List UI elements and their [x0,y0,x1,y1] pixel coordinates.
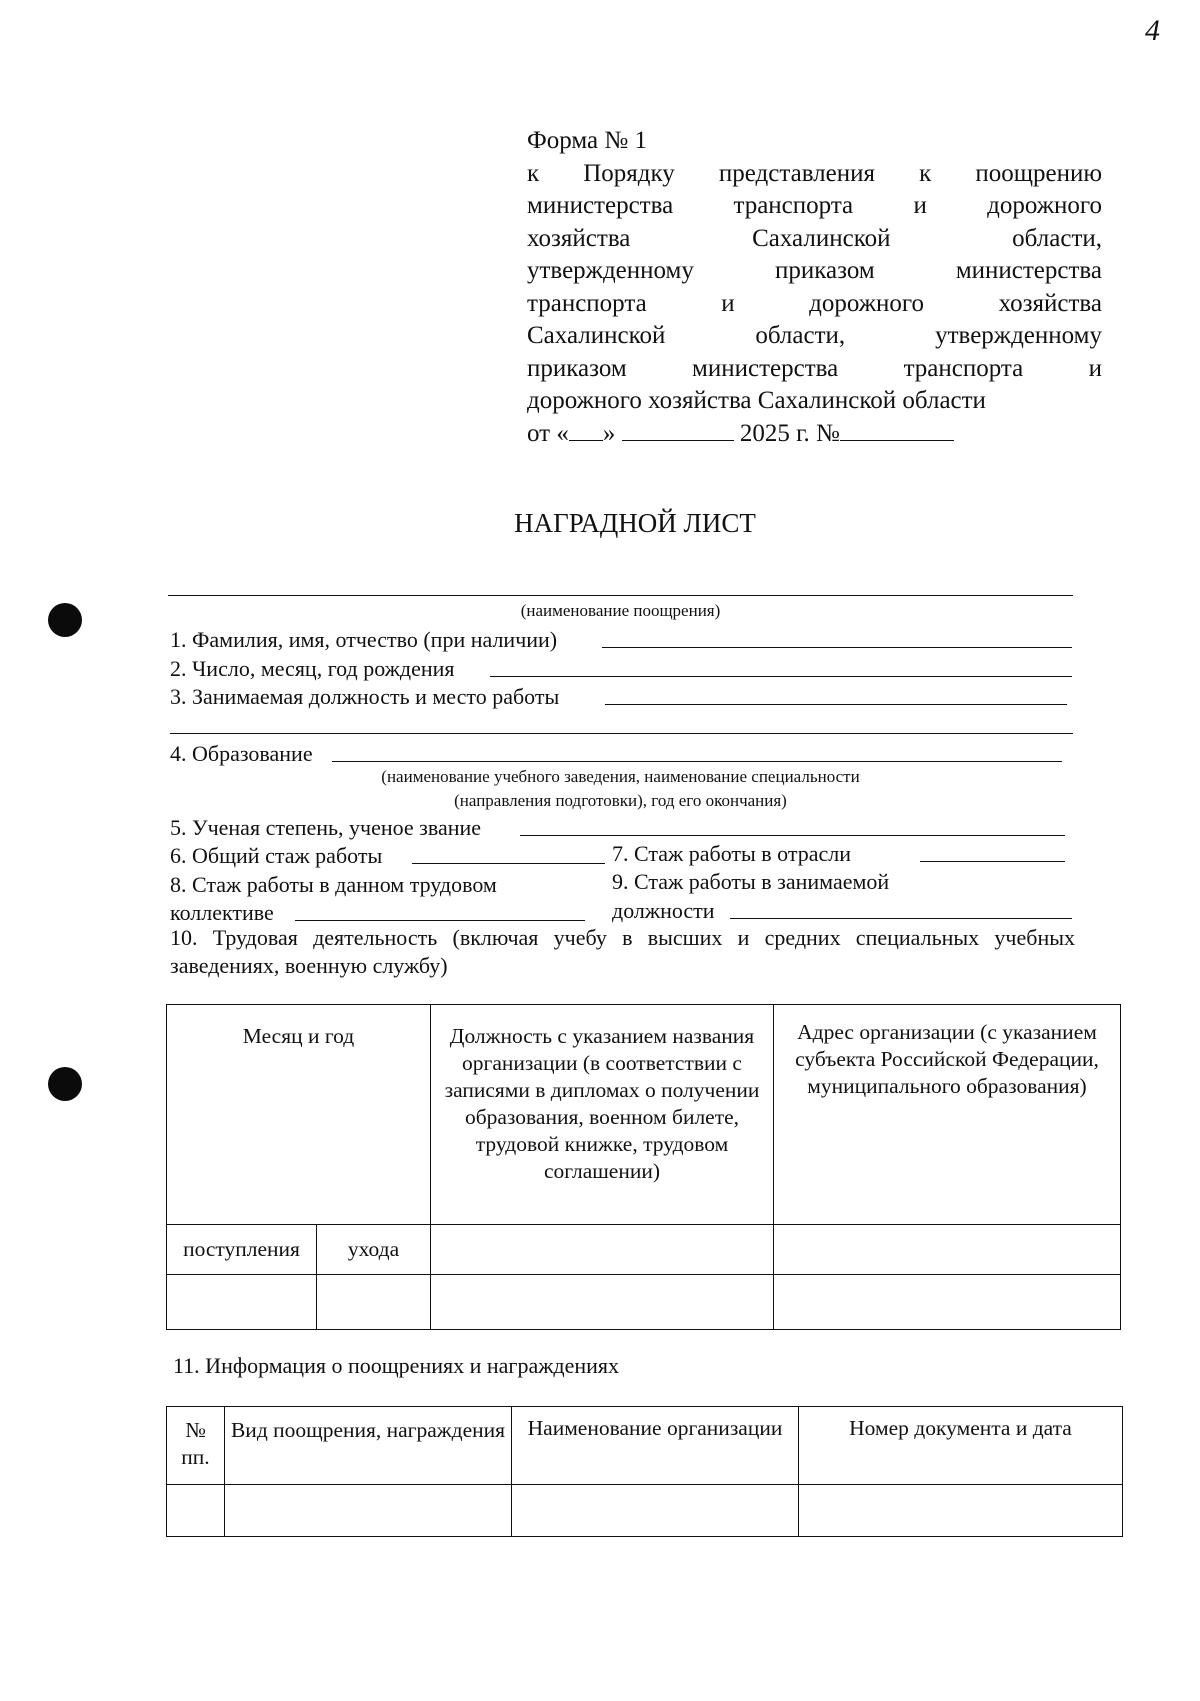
field-full-name-label: 1. Фамилия, имя, отчество (при наличии) [170,627,558,652]
field-position-label: 3. Занимаемая должность и место работы [170,684,560,709]
sub-end-header: ухода [317,1225,431,1275]
table-row [167,1407,1123,1485]
field-total-experience-label: 6. Общий стаж работы [170,843,383,868]
field-full-name-line[interactable] [602,647,1072,648]
field-degree-label: 5. Ученая степень, ученое звание [170,815,482,840]
header-line: дорожного хозяйства Сахалинской области [527,387,986,414]
punch-hole [48,1067,82,1101]
field-position-experience-label-2: должности [612,898,715,923]
header-line: хозяйства Сахалинской области, [527,224,1102,252]
field-education-line[interactable] [332,761,1062,762]
work-history-table [166,1004,1121,1330]
award-caption: (наименование поощрения) [520,601,721,620]
field-team-experience-label: 8. Стаж работы в данном трудовом [170,872,497,897]
table-cell[interactable] [431,1275,774,1330]
col-address-header: Адрес организации (с указанием субъекта Российской Федерации, муниципального образования) [774,1005,1121,1225]
form-header [527,125,1102,450]
field-position-line[interactable] [605,704,1067,705]
table-cell[interactable] [167,1275,317,1330]
header-line: транспорта и дорожного хозяйства [527,289,1102,317]
col-org-header: Наименование организации [512,1407,799,1485]
section-awards-heading: 11. Информация о поощрениях и награждениях [173,1353,620,1378]
field-education-label: 4. Образование [170,741,313,766]
field-position-experience-label: 9. Стаж работы в занимаемой [612,869,890,894]
awards-table [166,1406,1123,1537]
table-cell[interactable] [512,1485,799,1537]
order-number-blank[interactable] [840,418,954,441]
table-row [167,1225,1121,1275]
table-cell[interactable] [225,1485,512,1537]
table-cell[interactable] [774,1225,1121,1275]
month-blank[interactable] [622,418,734,441]
table-cell[interactable] [799,1485,1123,1537]
education-caption-2: (направления подготовки), год его окончания) [454,791,787,810]
col-kind-header: Вид поощрения, награждения [225,1407,512,1485]
sub-start-header: поступления [167,1225,317,1275]
col-num-header: № пп. [167,1407,225,1485]
table-row [167,1005,1121,1225]
form-number: Форма № 1 [527,127,647,154]
header-line: приказом министерства транспорта и [527,354,1102,382]
col-position-header: Должность с указанием названия организации (в соответствии с записями в дипломах о получении образования, военном билете, трудовой книжке, трудовом соглашении) [431,1005,774,1225]
table-row [167,1485,1123,1537]
table-cell[interactable] [774,1275,1121,1330]
header-line: министерства транспорта и дорожного [527,192,1102,219]
punch-hole [48,603,82,637]
day-blank[interactable] [569,418,603,441]
col-doc-header: Номер документа и дата [799,1407,1123,1485]
field-team-experience-label-2: коллективе [170,900,274,925]
award-name-line[interactable] [168,595,1073,596]
header-line: к Порядку представления к поощрению [527,159,1102,187]
page-number: 4 [1145,14,1160,47]
col-month-year-header: Месяц и год [167,1005,431,1225]
field-position-line-2[interactable] [170,733,1073,734]
field-industry-experience-label: 7. Стаж работы в отрасли [612,841,852,866]
field-work-history-label: 10. Трудовая деятельность (включая учебу в высших и средних специальных учебных заведениях, военную службу) [170,925,1075,978]
field-birth-date-line[interactable] [490,676,1072,677]
field-total-experience-line[interactable] [412,863,605,864]
table-cell[interactable] [167,1485,225,1537]
field-degree-line[interactable] [520,835,1065,836]
header-date-line: от « » 2025 г. № [527,418,1102,451]
table-cell[interactable] [317,1275,431,1330]
field-team-experience-line[interactable] [295,920,585,921]
document-title: НАГРАДНОЙ ЛИСТ [514,508,756,538]
field-position-experience-line[interactable] [730,918,1072,919]
education-caption-1: (наименование учебного заведения, наименование специальности [381,767,860,786]
header-line: Сахалинской области, утвержденному [527,322,1102,349]
table-cell[interactable] [431,1225,774,1275]
field-industry-experience-line[interactable] [920,861,1065,862]
header-line: утвержденному приказом министерства [527,257,1102,284]
table-row [167,1275,1121,1330]
field-birth-date-label: 2. Число, месяц, год рождения [170,656,455,681]
